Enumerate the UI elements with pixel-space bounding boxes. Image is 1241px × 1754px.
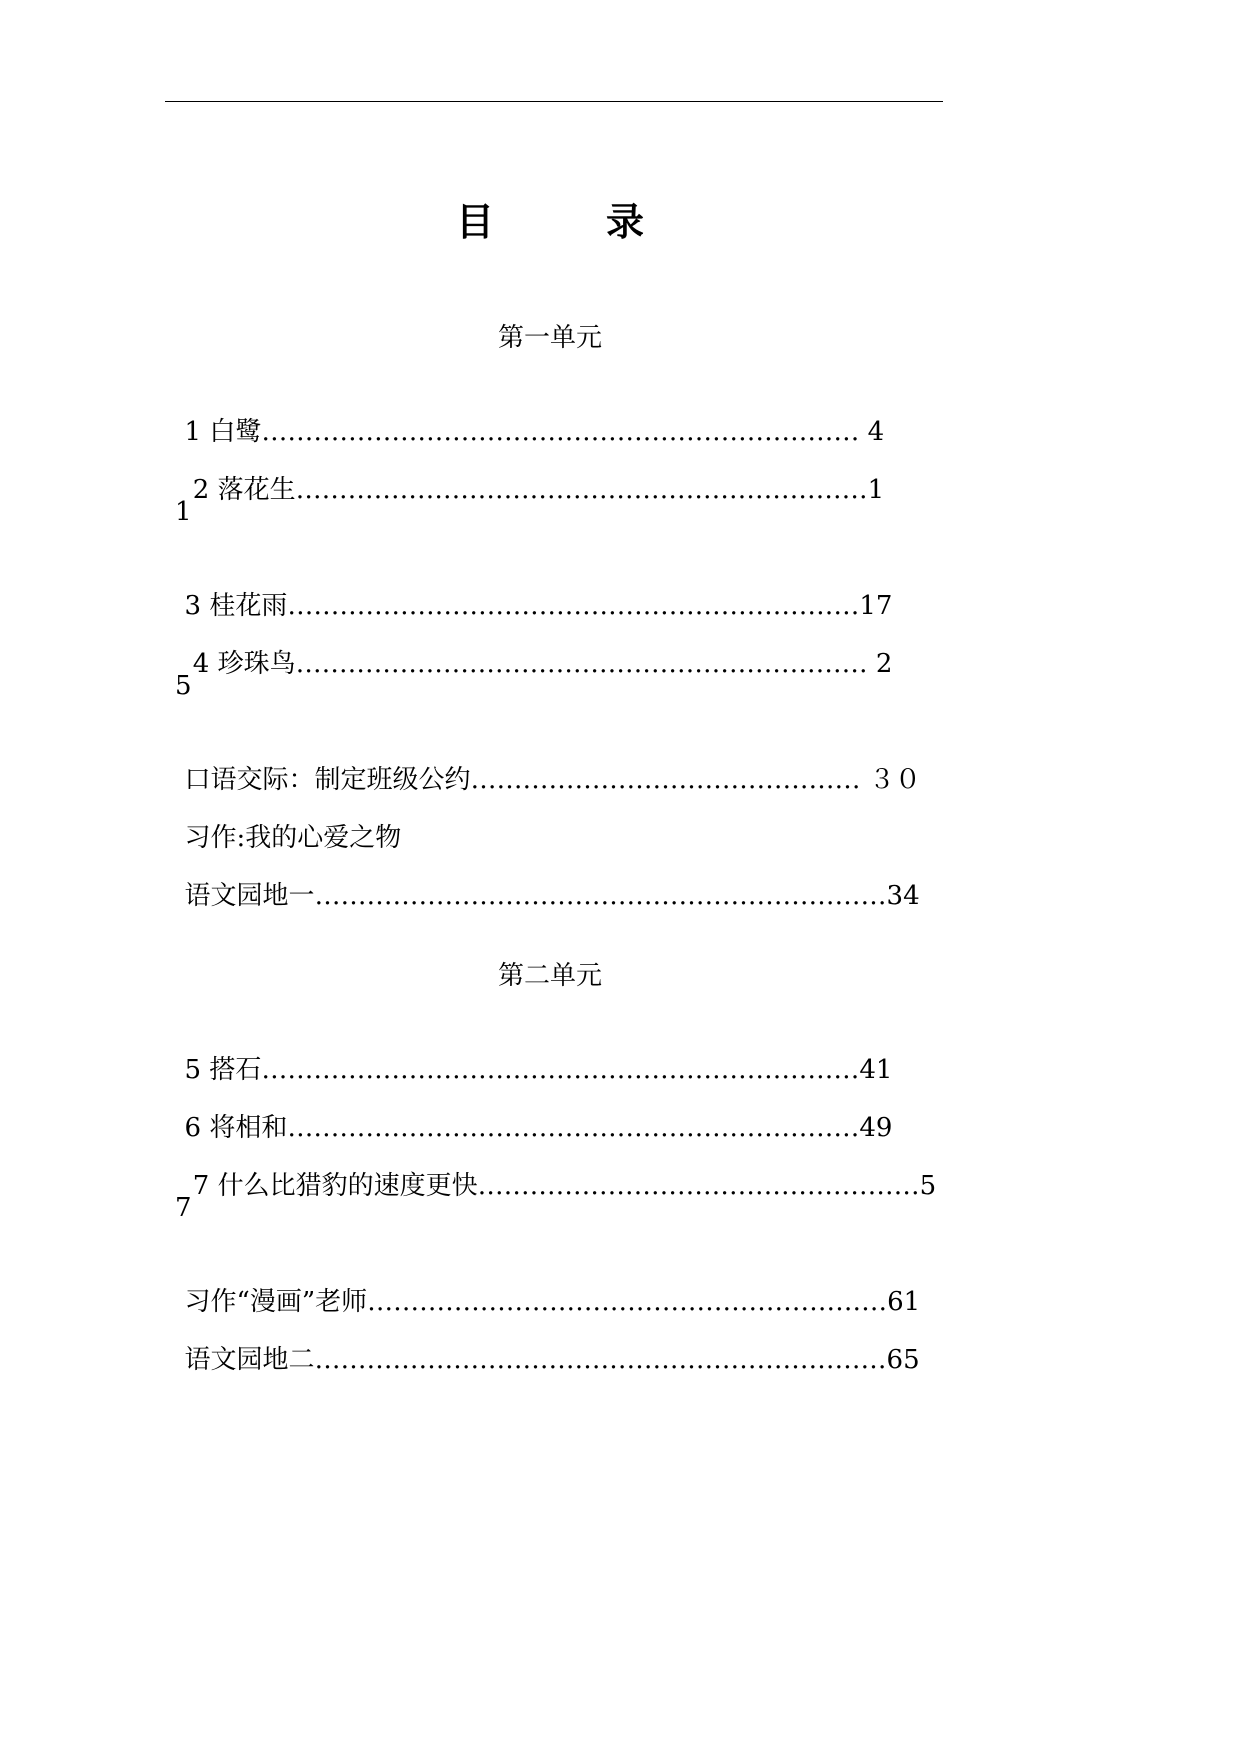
dot-leader: …………………………………………………………	[295, 649, 876, 679]
toc-entry-page: 34	[886, 881, 920, 911]
toc-entry-page: 4	[867, 417, 885, 447]
toc-entry-page: 2	[875, 649, 893, 679]
dot-leader: ……………………………………………………………	[261, 1055, 860, 1085]
dot-leader: ………………………………………	[470, 765, 869, 795]
toc-entry-label: 6 将相和	[184, 1113, 288, 1143]
toc-entry[interactable]	[168, 842, 968, 914]
toc-entry-label: 7 什么比猎豹的速度更快	[184, 1171, 478, 1201]
toc-entry-label: 习作“漫画”老师	[184, 1287, 368, 1317]
toc-entry-label: 语文园地二	[184, 1345, 315, 1375]
toc-entry-label: 5 搭石	[184, 1055, 262, 1085]
toc-entry-page: 17	[859, 591, 893, 621]
toc-entry-page: 1	[867, 475, 885, 505]
dot-leader: …………………………………………………………	[314, 1345, 887, 1375]
toc-entry-label: 2 落花生	[184, 475, 296, 505]
dot-leader: …………………………………………………………	[295, 475, 868, 505]
dot-leader: …………………………………………………………	[314, 881, 887, 911]
dot-leader: …………………………………………………………	[287, 1113, 860, 1143]
dot-leader: ……………………………………………………………	[261, 417, 868, 447]
dot-leader: ……………………………………………	[477, 1171, 920, 1201]
page-title: 目 录	[455, 199, 694, 244]
toc-entry-continuation: 7	[175, 1193, 192, 1223]
toc-entry-label: 习作:我的心爱之物	[184, 823, 402, 853]
toc-entry-page: 5	[919, 1171, 937, 1201]
toc-entry-page: 49	[859, 1113, 893, 1143]
toc-entry-page: ３０	[868, 765, 921, 795]
toc-entry-label: 语文园地一	[184, 881, 315, 911]
toc-entry-label: 3 桂花雨	[184, 591, 288, 621]
header-rule	[165, 101, 943, 102]
toc-entry-label: 1 白鹭	[184, 417, 262, 447]
dot-leader: …………………………………………………………	[287, 591, 860, 621]
toc-entry-page: 41	[859, 1055, 893, 1085]
toc-entry-continuation: 5	[175, 671, 192, 701]
toc-entry-continuation: 1	[175, 497, 192, 527]
unit-heading: 第二单元	[497, 961, 602, 991]
unit-heading: 第一单元	[497, 323, 602, 353]
dot-leader: ……………………………………………………	[367, 1287, 888, 1317]
toc-entry-label: 4 珍珠鸟	[184, 649, 296, 679]
toc-entry-label: 口语交际：制定班级公约	[184, 765, 471, 795]
toc-entry[interactable]	[168, 1306, 968, 1378]
toc-entry-page: 65	[886, 1345, 920, 1375]
toc-entry-page: 61	[887, 1287, 921, 1317]
